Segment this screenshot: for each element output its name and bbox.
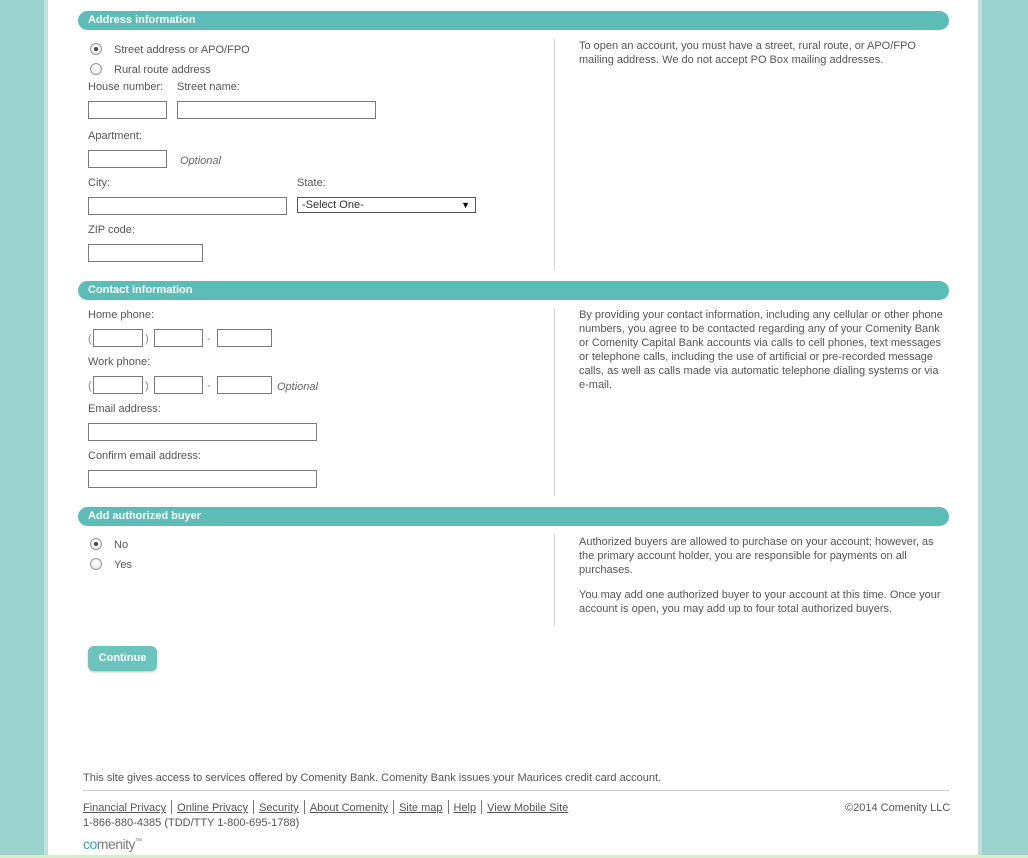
logo-prefix: co xyxy=(83,836,97,852)
house-number-label: House number: xyxy=(88,81,164,93)
footer-disclaimer: This site gives access to services offered by Comenity Bank. Comenity Bank issues your Maurices credit card account. xyxy=(83,772,662,784)
street-address-radio-label[interactable]: Street address or APO/FPO xyxy=(114,44,250,56)
city-label: City: xyxy=(88,177,110,189)
email-input[interactable] xyxy=(88,423,317,441)
footer-link-security[interactable]: Security xyxy=(259,802,299,814)
confirm-email-label: Confirm email address: xyxy=(88,450,202,462)
buyer-no-radio-label[interactable]: No xyxy=(114,539,129,551)
buyer-no-radio[interactable] xyxy=(90,538,102,550)
work-phone-label: Work phone: xyxy=(88,356,151,368)
state-label: State: xyxy=(297,177,326,189)
caret-down-icon: ▼ xyxy=(461,200,470,210)
link-separator xyxy=(481,800,482,814)
link-separator xyxy=(171,800,172,814)
contact-help-text: By providing your contact information, including any cellular or other phone numbers, you agree to be contacted regarding any of your Comenity Bank or Comenity Capital Bank accounts via calls to cell phones, text messages or telephone calls, including the use of artificial or pre-recorded message calls, as well as calls made via automatic telephone dialing systems or via e-mail. xyxy=(579,309,943,391)
footer-copyright: ©2014 Comenity LLC xyxy=(845,802,951,814)
footer-link-financial-privacy[interactable]: Financial Privacy xyxy=(83,802,167,814)
buyer-yes-radio-label[interactable]: Yes xyxy=(114,559,132,571)
footer-link-view-mobile-site[interactable]: View Mobile Site xyxy=(487,802,569,814)
work-phone-prefix-input[interactable] xyxy=(154,376,203,394)
authorized-buyer-help-paragraph: You may add one authorized buyer to your account at this time. Once your account is open, you may add up to four total authorized buyers. xyxy=(579,589,941,615)
home-phone-line-input[interactable] xyxy=(217,329,272,347)
footer-links xyxy=(83,800,568,814)
authorized-buyer-section-header: Add authorized buyer xyxy=(78,507,949,526)
area-code-paren: ( xyxy=(88,333,92,345)
phone-dash: - xyxy=(207,380,211,392)
authorized-buyer-help-paragraph: Authorized buyers are allowed to purchase on your account; however, as the primary account holder, you are responsible for payments on all purchases. xyxy=(579,536,934,576)
contact-section-header: Contact information xyxy=(78,281,949,300)
city-input[interactable] xyxy=(88,197,287,215)
footer-link-help[interactable]: Help xyxy=(453,802,477,814)
address-help-text: To open an account, you must have a street, rural route, or APO/FPO mailing address. We do not accept PO Box mailing addresses. xyxy=(579,40,916,66)
zip-label: ZIP code: xyxy=(88,224,135,236)
apartment-label: Apartment: xyxy=(88,130,142,142)
rural-route-radio-label[interactable]: Rural route address xyxy=(114,64,211,76)
section-divider xyxy=(554,308,555,496)
footer-phone: 1-866-880-4385 (TDD/TTY 1-800-695-1788) xyxy=(83,817,300,829)
link-separator xyxy=(448,800,449,814)
section-divider xyxy=(554,534,555,626)
house-number-input[interactable] xyxy=(88,101,167,119)
area-code-paren: ( xyxy=(88,380,92,392)
footer-link-online-privacy[interactable]: Online Privacy xyxy=(177,802,249,814)
link-separator xyxy=(253,800,254,814)
footer-divider xyxy=(83,790,949,791)
link-separator xyxy=(304,800,305,814)
link-separator xyxy=(393,800,394,814)
home-phone-prefix-input[interactable] xyxy=(154,329,203,347)
continue-button[interactable]: Continue xyxy=(88,646,157,671)
apartment-input[interactable] xyxy=(88,150,167,168)
street-name-label: Street name: xyxy=(177,81,240,93)
comenity-logo xyxy=(83,836,142,852)
page-shadow xyxy=(978,0,982,858)
area-code-paren: ) xyxy=(145,380,149,392)
area-code-paren: ) xyxy=(145,333,149,345)
email-label: Email address: xyxy=(88,403,161,415)
work-phone-optional-hint: Optional xyxy=(277,381,318,393)
zip-input[interactable] xyxy=(88,244,203,262)
logo-suffix: menity xyxy=(96,836,136,852)
phone-dash: - xyxy=(207,333,211,345)
home-phone-label: Home phone: xyxy=(88,309,155,321)
address-section-header: Address information xyxy=(78,11,949,30)
footer-link-site-map[interactable]: Site map xyxy=(399,802,443,814)
rural-route-radio[interactable] xyxy=(90,63,102,75)
work-phone-area-input[interactable] xyxy=(93,376,143,394)
footer-link-about-comenity[interactable]: About Comenity xyxy=(309,802,389,814)
state-select[interactable] xyxy=(297,197,476,213)
buyer-yes-radio[interactable] xyxy=(90,558,102,570)
confirm-email-input[interactable] xyxy=(88,470,317,488)
state-select-value: -Select One- xyxy=(302,199,364,211)
street-address-radio[interactable] xyxy=(90,43,102,55)
work-phone-line-input[interactable] xyxy=(217,376,272,394)
apartment-optional-hint: Optional xyxy=(180,155,221,167)
logo-trademark: ™ xyxy=(135,838,142,845)
section-divider xyxy=(554,39,555,270)
authorized-buyer-help xyxy=(579,535,944,627)
home-phone-area-input[interactable] xyxy=(93,329,143,347)
street-name-input[interactable] xyxy=(177,101,376,119)
